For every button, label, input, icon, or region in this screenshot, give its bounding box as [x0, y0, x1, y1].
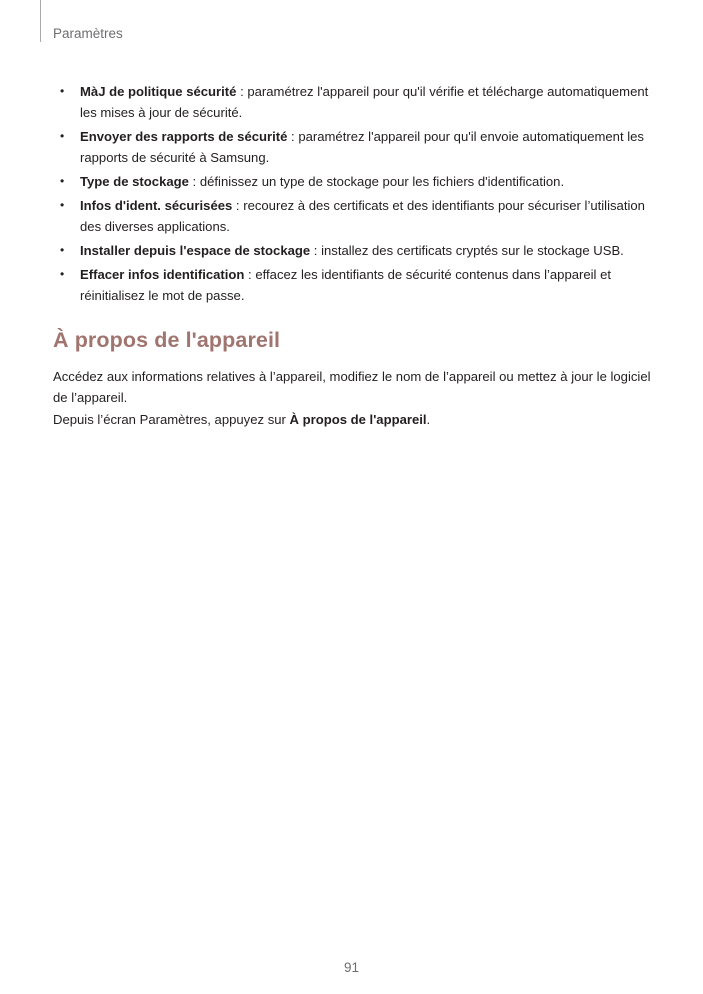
setting-description: : définissez un type de stockage pour les fichiers d'identification. — [188, 174, 565, 189]
setting-term: Effacer infos identification — [80, 267, 245, 282]
setting-description: : installez des certificats cryptés sur le stockage USB. — [310, 243, 624, 258]
instruction-suffix: . — [426, 412, 431, 427]
list-item — [53, 240, 653, 261]
about-instruction-paragraph — [53, 409, 653, 430]
instruction-prefix: Depuis l’écran Paramètres, appuyez sur — [53, 412, 290, 427]
setting-description: : recourez à des certificats et des identifiants pour sécuriser l’utilisation des diverses applications. — [80, 198, 645, 234]
setting-term: Installer depuis l'espace de stockage — [80, 243, 311, 258]
bullet-icon: • — [60, 174, 65, 188]
instruction-target: À propos de l'appareil — [289, 412, 427, 427]
setting-term: Envoyer des rapports de sécurité — [80, 129, 288, 144]
list-item — [53, 126, 653, 168]
running-header: Paramètres — [53, 26, 123, 41]
setting-term: Infos d'ident. sécurisées — [80, 198, 233, 213]
list-item — [53, 195, 653, 237]
list-item — [53, 171, 653, 192]
security-settings-list — [53, 81, 653, 309]
setting-term: Type de stockage — [80, 174, 189, 189]
bullet-icon: • — [60, 198, 65, 212]
list-item — [53, 81, 653, 123]
section-title-about-device: À propos de l'appareil — [53, 328, 281, 352]
bullet-icon: • — [60, 267, 65, 281]
bullet-icon: • — [60, 129, 65, 143]
page-margin-rule — [40, 0, 41, 42]
page-number: 91 — [343, 960, 360, 975]
bullet-icon: • — [60, 84, 65, 98]
list-item — [53, 264, 653, 306]
about-intro-paragraph: Accédez aux informations relatives à l’appareil, modifiez le nom de l’appareil ou mettez à jour le logiciel de l’appareil. — [53, 369, 651, 405]
bullet-icon: • — [60, 243, 65, 257]
setting-description: : paramétrez l'appareil pour qu'il vérifie et télécharge automatiquement les mises à jour de sécurité. — [80, 84, 649, 120]
setting-description: : paramétrez l'appareil pour qu'il envoie automatiquement les rapports de sécurité à Samsung. — [80, 129, 644, 165]
setting-term: MàJ de politique sécurité — [80, 84, 237, 99]
setting-description: : effacez les identifiants de sécurité contenus dans l’appareil et réinitialisez le mot de passe. — [80, 267, 612, 303]
